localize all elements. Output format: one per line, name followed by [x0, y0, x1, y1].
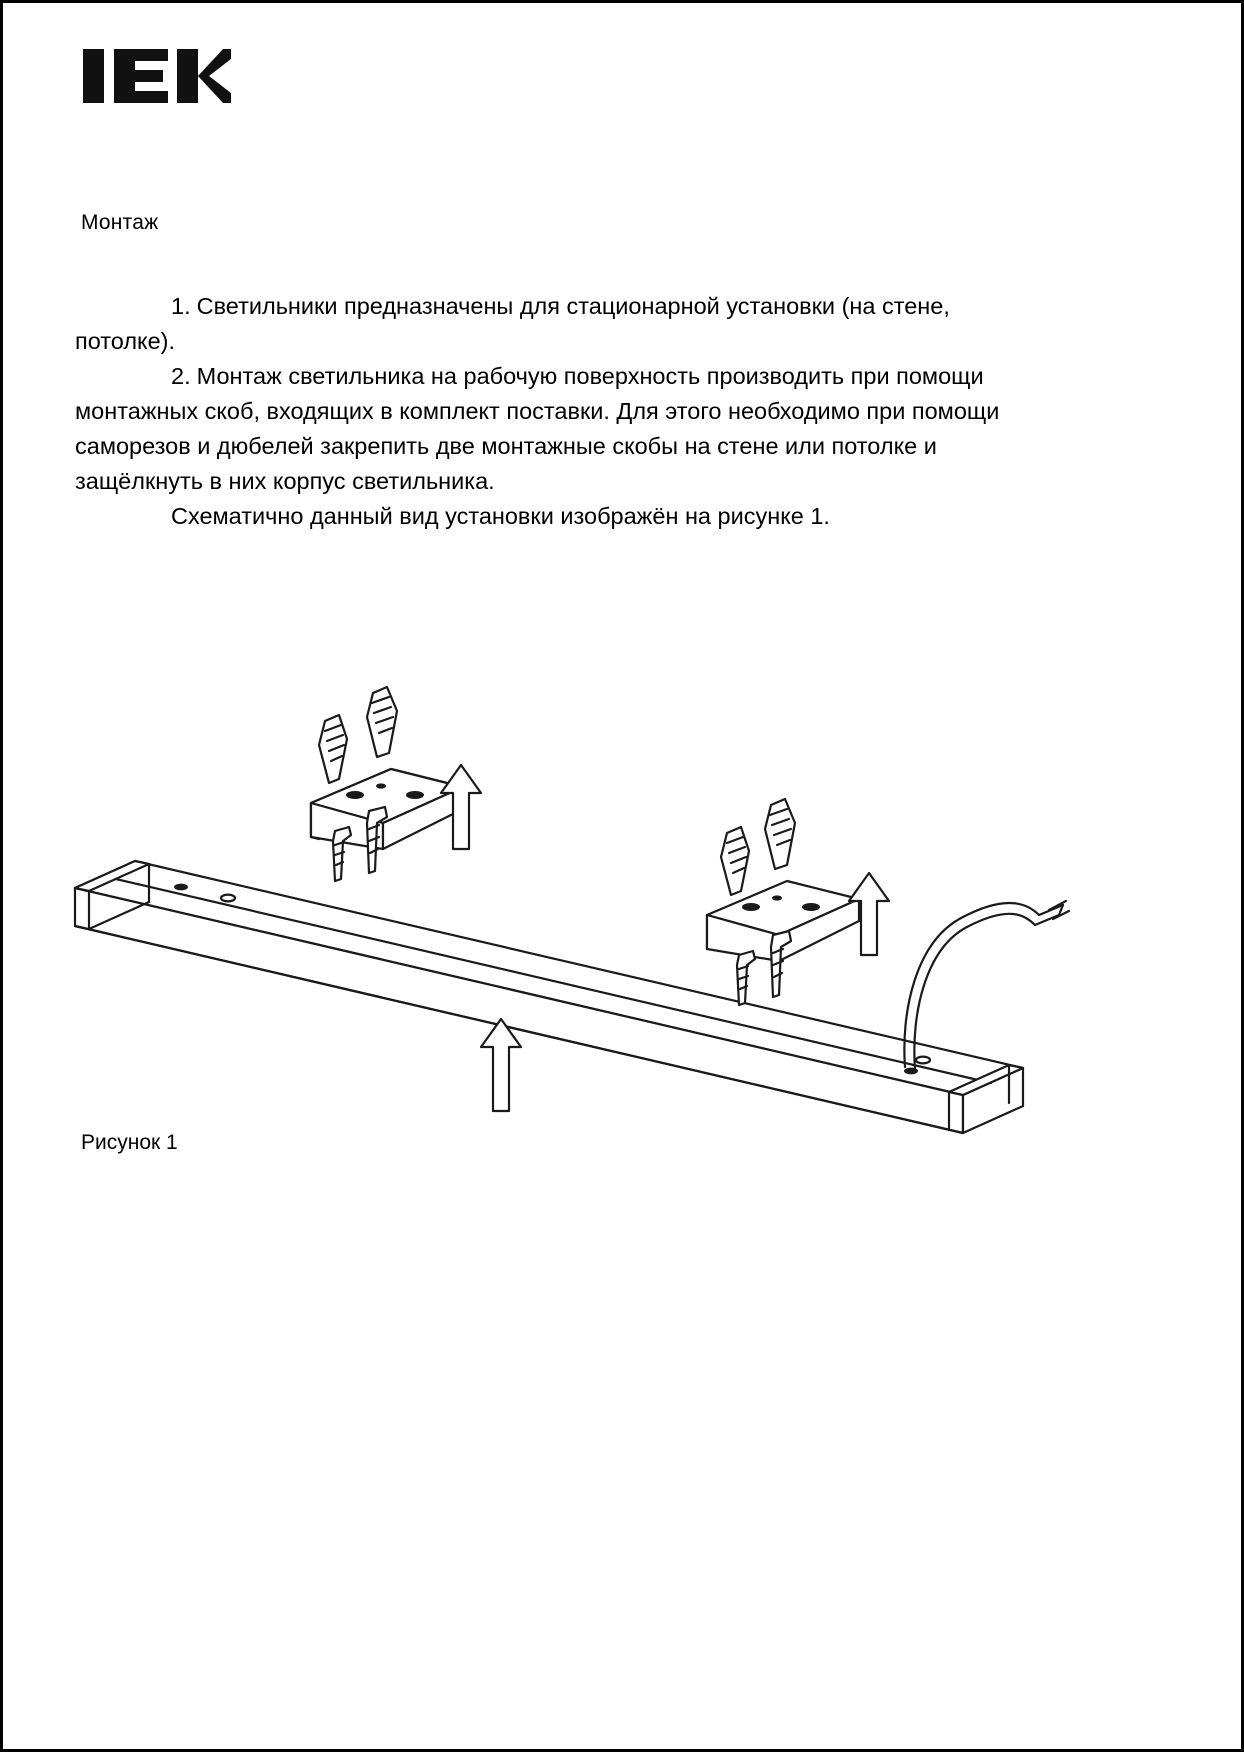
paragraph-2-number: 2.: [171, 363, 191, 389]
iek-logo: [81, 45, 231, 107]
figure-caption: Рисунок 1: [81, 1131, 178, 1154]
paragraph-3: Схематично данный вид установки изображён на рисунке 1.: [171, 503, 830, 529]
paragraph-2-text: Монтаж светильника на рабочую поверхность производить при помощи монтажных скоб, входящих в комплект поставки. Для этого необходимо при помощи саморезов и дюбелей закрепить две монтажные скобы на стене или потолке и защёлкнуть в них корпус светильника.: [75, 363, 1000, 494]
body-text: [75, 289, 1015, 534]
paragraph-2: [75, 359, 1015, 499]
paragraph-1-number: 1.: [171, 293, 191, 319]
paragraph-1-text: Светильники предназначены для стационарной установки (на стене, потолке).: [75, 293, 950, 354]
installation-diagram: [63, 683, 1073, 1173]
section-title: Монтаж: [81, 211, 159, 234]
paragraph-1: [75, 289, 1015, 359]
